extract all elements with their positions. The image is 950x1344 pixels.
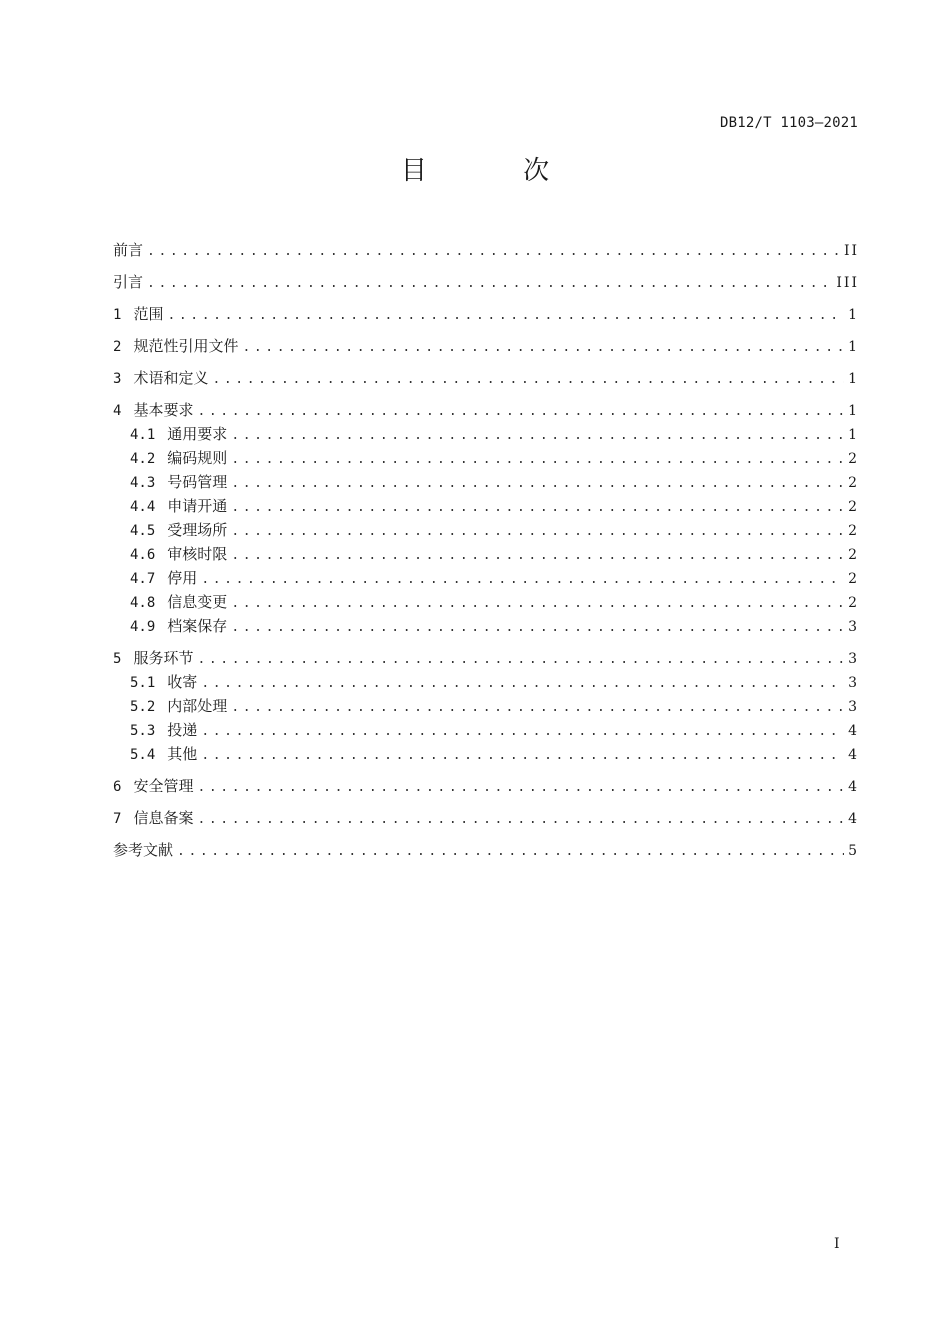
toc-dot-leader [197, 808, 844, 832]
toc-entry[interactable] [113, 422, 859, 446]
toc-entry-label: 信息备案 [133, 809, 194, 827]
toc-entry-page: 2 [848, 523, 859, 539]
toc-entry[interactable] [113, 646, 859, 670]
toc-entry[interactable] [113, 334, 859, 358]
toc-entry-label: 引言 [113, 273, 144, 291]
toc-entry[interactable] [113, 470, 859, 494]
toc-entry-label: 受理场所 [167, 521, 228, 539]
toc-dot-leader [231, 592, 844, 616]
toc-entry-page: 3 [848, 619, 859, 635]
toc-entry[interactable] [113, 446, 859, 470]
toc-entry-page: 1 [848, 403, 859, 419]
toc-entry[interactable] [113, 590, 859, 614]
toc-entry-label: 规范性引用文件 [133, 337, 239, 355]
toc-entry-number: 4.6 [130, 547, 156, 563]
toc-entry-number: 4.4 [130, 499, 156, 515]
toc-entry-number: 5 [113, 651, 122, 667]
toc-entry-page: 4 [848, 723, 859, 739]
toc-entry-label: 术语和定义 [133, 369, 209, 387]
toc-entry-number: 4.9 [130, 619, 156, 635]
toc-entry-page: 1 [848, 427, 859, 443]
toc-entry[interactable] [113, 494, 859, 518]
toc-dot-leader [147, 240, 840, 264]
toc-entry[interactable] [113, 742, 859, 766]
toc-entry[interactable] [113, 270, 859, 294]
toc-entry-label: 停用 [167, 569, 198, 587]
toc-entry[interactable] [113, 398, 859, 422]
toc-entry-label: 服务环节 [133, 649, 194, 667]
toc-dot-leader [201, 568, 844, 592]
toc-dot-leader [201, 720, 844, 744]
toc-dot-leader [231, 448, 844, 472]
toc-entry-number: 5.1 [130, 675, 156, 691]
toc-entry-number: 4.2 [130, 451, 156, 467]
toc-dot-leader [231, 696, 844, 720]
toc-dot-leader [201, 672, 844, 696]
toc-entry-label: 档案保存 [167, 617, 228, 635]
toc-entry-page: 1 [848, 307, 859, 323]
toc-entry-label: 收寄 [167, 673, 198, 691]
table-of-contents [113, 238, 859, 862]
toc-dot-leader [231, 424, 844, 448]
toc-entry[interactable] [113, 566, 859, 590]
toc-entry-number: 4.3 [130, 475, 156, 491]
toc-entry-label: 安全管理 [133, 777, 194, 795]
toc-entry[interactable] [113, 518, 859, 542]
toc-entry-number: 5.4 [130, 747, 156, 763]
toc-entry-label: 通用要求 [167, 425, 228, 443]
toc-dot-leader [147, 272, 832, 296]
toc-entry-page: 3 [848, 675, 859, 691]
toc-entry[interactable] [113, 542, 859, 566]
toc-entry-page: 5 [848, 843, 859, 859]
toc-entry[interactable] [113, 774, 859, 798]
toc-entry-page: 3 [848, 651, 859, 667]
toc-dot-leader [212, 368, 844, 392]
toc-entry-label: 审核时限 [167, 545, 228, 563]
toc-entry-page: 2 [848, 499, 859, 515]
toc-entry-page: 4 [848, 779, 859, 795]
toc-entry-label: 前言 [113, 241, 144, 259]
toc-entry-number: 4.1 [130, 427, 156, 443]
toc-entry-label: 范围 [133, 305, 164, 323]
toc-dot-leader [197, 400, 844, 424]
toc-entry-number: 2 [113, 339, 122, 355]
toc-entry-number: 5.2 [130, 699, 156, 715]
page-number: I [834, 1236, 840, 1252]
toc-entry-number: 1 [113, 307, 122, 323]
document-code: DB12/T 1103—2021 [719, 115, 858, 131]
toc-entry-page: 2 [848, 451, 859, 467]
toc-dot-leader [197, 648, 844, 672]
toc-entry-number: 5.3 [130, 723, 156, 739]
toc-dot-leader [201, 744, 844, 768]
toc-entry[interactable] [113, 238, 859, 262]
toc-entry-page: 2 [848, 547, 859, 563]
toc-entry-label: 号码管理 [167, 473, 228, 491]
toc-entry[interactable] [113, 302, 859, 326]
toc-entry-label: 编码规则 [167, 449, 228, 467]
toc-entry[interactable] [113, 670, 859, 694]
toc-entry-page: 2 [848, 595, 859, 611]
toc-entry-page: 4 [848, 747, 859, 763]
page-title: 目 次 [400, 156, 594, 186]
toc-entry[interactable] [113, 366, 859, 390]
toc-entry-label: 投递 [167, 721, 198, 739]
toc-entry-label: 信息变更 [167, 593, 228, 611]
toc-entry[interactable] [113, 694, 859, 718]
toc-entry-page: 1 [848, 339, 859, 355]
toc-entry-page: II [843, 243, 859, 259]
toc-entry-number: 4 [113, 403, 122, 419]
toc-entry[interactable] [113, 838, 859, 862]
toc-entry-label: 基本要求 [133, 401, 194, 419]
toc-entry-number: 4.7 [130, 571, 156, 587]
toc-entry-label: 申请开通 [167, 497, 228, 515]
toc-entry[interactable] [113, 614, 859, 638]
toc-entry-page: 3 [848, 699, 859, 715]
toc-dot-leader [231, 496, 844, 520]
toc-entry-number: 7 [113, 811, 122, 827]
toc-entry-number: 3 [113, 371, 122, 387]
toc-dot-leader [231, 544, 844, 568]
toc-entry-page: 2 [848, 475, 859, 491]
toc-entry-page: III [836, 275, 859, 291]
toc-dot-leader [231, 472, 844, 496]
toc-entry-number: 6 [113, 779, 122, 795]
toc-entry-number: 4.8 [130, 595, 156, 611]
toc-dot-leader [167, 304, 844, 328]
toc-entry-label: 参考文献 [113, 841, 174, 859]
toc-dot-leader [242, 336, 844, 360]
toc-dot-leader [177, 840, 844, 864]
toc-entry-page: 2 [848, 571, 859, 587]
toc-entry[interactable] [113, 806, 859, 830]
toc-entry-label: 内部处理 [167, 697, 228, 715]
toc-entry-number: 4.5 [130, 523, 156, 539]
toc-entry-page: 4 [848, 811, 859, 827]
toc-dot-leader [231, 520, 844, 544]
toc-entry-label: 其他 [167, 745, 198, 763]
toc-dot-leader [197, 776, 844, 800]
toc-dot-leader [231, 616, 844, 640]
toc-entry[interactable] [113, 718, 859, 742]
toc-entry-page: 1 [848, 371, 859, 387]
